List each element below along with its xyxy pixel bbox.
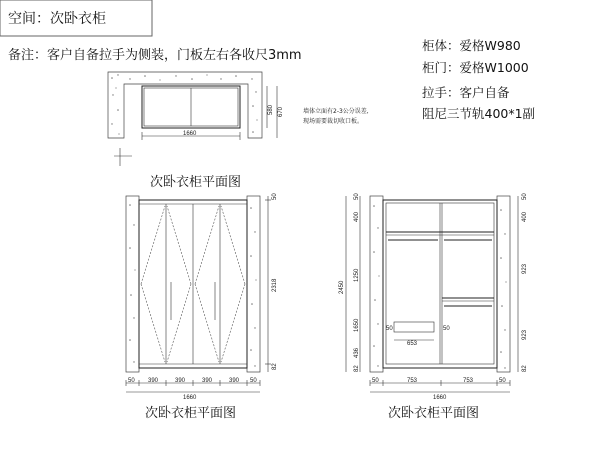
plan-depth-outer: 670 (278, 106, 284, 117)
front-bdim-5: 50 (250, 378, 257, 384)
front-wall-right (247, 196, 260, 372)
section-ldim-4: 436 (354, 347, 360, 358)
door-2-swing (167, 206, 191, 362)
section-rdim-1: 400 (522, 211, 528, 222)
front-dim-base: 82 (272, 363, 278, 370)
spec-rail: 阻尼三节轨400*1副 (422, 106, 536, 121)
section-bdim-0: 50 (372, 378, 379, 384)
section-title: 次卧衣柜平面图 (388, 406, 480, 421)
drawer-gap-left: 50 (386, 326, 393, 332)
section-ldim-3: 1650 (354, 318, 360, 332)
front-bdim-4: 390 (229, 378, 240, 384)
drawer-gap-right: 50 (443, 326, 450, 332)
plan-depth-inner: 580 (268, 104, 274, 115)
plan-title: 次卧衣柜平面图 (150, 175, 242, 190)
spec-door: 柜门：爱格W1000 (422, 60, 529, 75)
section-ldim-0: 50 (354, 193, 360, 200)
spec-body: 柜体：爱格W980 (422, 38, 521, 53)
section-rdim-0: 50 (522, 193, 528, 200)
front-bdim-2: 390 (175, 378, 186, 384)
section-ldim-5: 82 (354, 365, 360, 372)
front-dim-top: 50 (272, 193, 278, 200)
section-wall-left (370, 196, 383, 372)
plan-width-label: 1660 (183, 131, 197, 137)
plan-view (108, 72, 369, 190)
front-dim-body: 2318 (272, 278, 278, 292)
section-rdim-3: 923 (522, 329, 528, 340)
section-rdim-2: 923 (522, 263, 528, 274)
section-total-width: 1660 (433, 395, 447, 401)
front-bdim-1: 390 (148, 378, 159, 384)
front-bdim-0: 50 (128, 378, 135, 384)
door-4-swing (221, 206, 245, 362)
section-ldim-2: 1250 (354, 268, 360, 282)
space-label: 空间：次卧衣柜 (8, 11, 106, 27)
spec-handle: 拉手：客户自备 (422, 85, 510, 100)
section-height-total: 2450 (339, 280, 345, 294)
drawer-width: 653 (407, 341, 418, 347)
plan-note-line2: 现场需要裁切收口板。 (303, 118, 364, 125)
drawer (394, 322, 434, 332)
front-wall-left (126, 196, 139, 372)
section-bdim-2: 753 (463, 378, 474, 384)
front-view (126, 193, 278, 421)
section-rdim-4: 82 (522, 365, 528, 372)
section-bdim-1: 753 (407, 378, 418, 384)
remark-text: 备注：客户自备拉手为侧装，门板左右各收尺3mm (8, 48, 302, 63)
section-wall-right (497, 196, 510, 372)
section-bdim-3: 50 (499, 378, 506, 384)
section-view (339, 193, 528, 421)
door-3-swing (195, 206, 219, 362)
door-1-swing (141, 206, 165, 362)
section-ldim-1: 400 (354, 211, 360, 222)
front-bdim-3: 390 (202, 378, 213, 384)
front-title: 次卧衣柜平面图 (145, 406, 237, 421)
plan-note-line1: 墙体立面有2-3公分误差, (303, 108, 369, 115)
front-total-width: 1660 (183, 395, 197, 401)
